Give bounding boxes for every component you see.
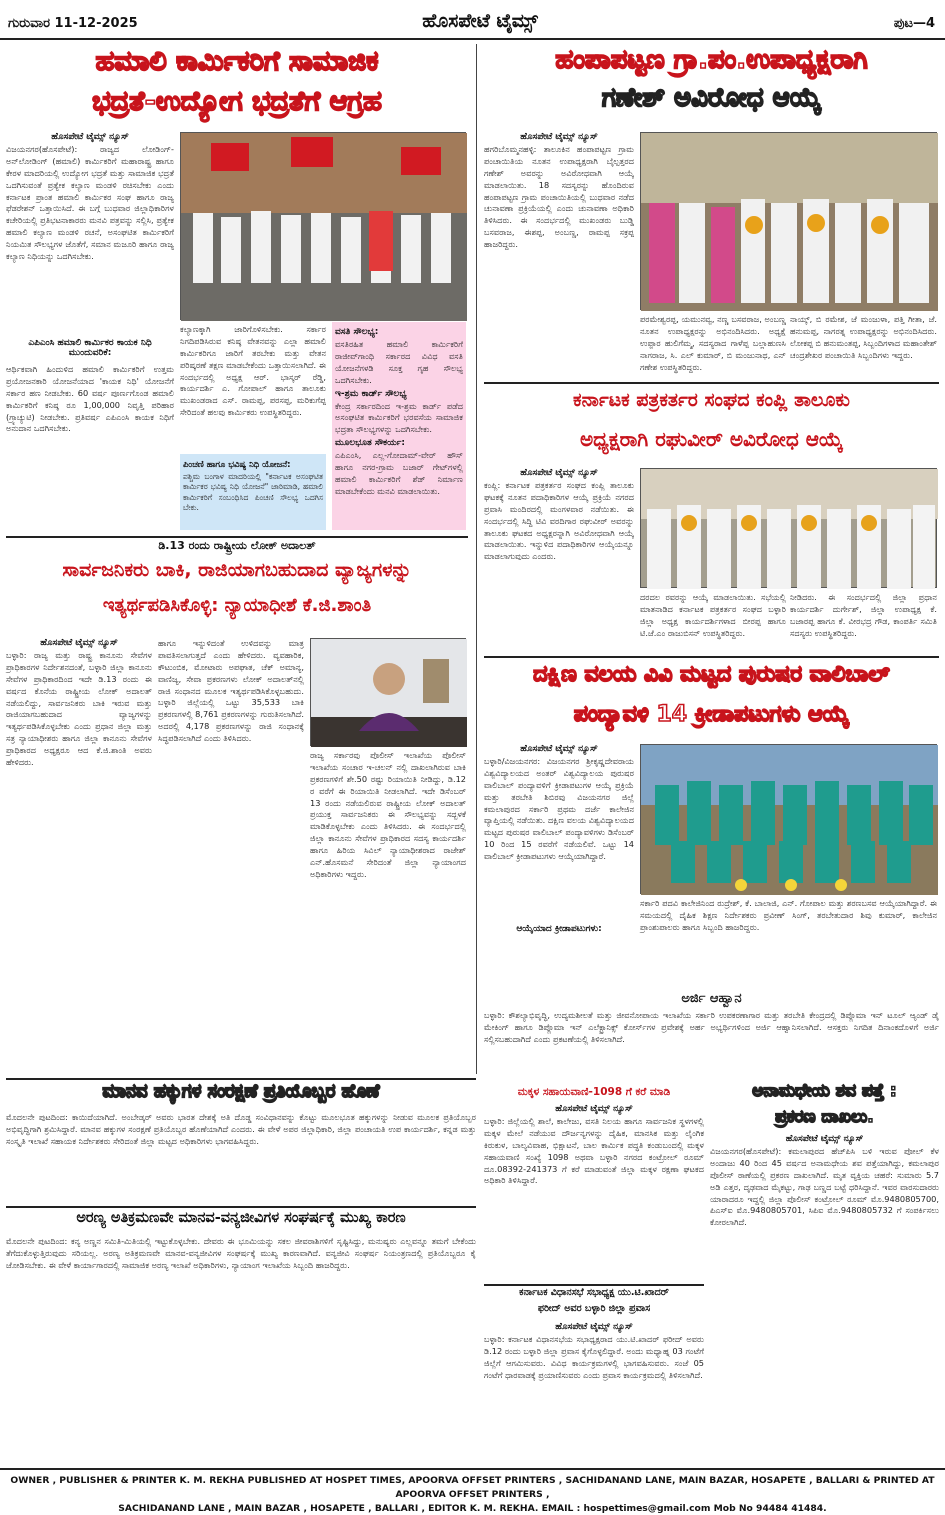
- article-body-2: ಹಾಗೂ ಇನ್ನುಳಿದಂತೆ ಉಳಿದವನ್ನು ಮಾತ್ರ ಪಾವತಿಸಲಾಗುತ್ತದೆ ಎಂದು ಹೇಳಿದರು. ವ್ಯವಹಾರಿಕ, ಕೌಟುಂಬಿಕ, ಮೋಟಾರು ಅಪಘಾತ, ಚೆಕ್ ಅಮಾನ್ಯ, ವಾಣಿಜ್ಯ, ಸೇವಾ ಪ್ರಕರಣಗಳು ಲೋಕ್ ಅದಾಲತ್‌ನಲ್ಲಿ ರಾಜಿ ಸಂಧಾನದ ಮೂಲಕ ಇತ್ಯರ್ಥಪಡಿಸಿಕೊಳ್ಳಬಹುದು. ಬಳ್ಳಾರಿ ಜಿಲ್ಲೆಯಲ್ಲಿ ಒಟ್ಟು 35,533 ಬಾಕಿ ಪ್ರಕರಣಗಳಲ್ಲಿ 8,761 ಪ್ರಕರಣಗಳನ್ನು ಗುರುತಿಸಲಾಗಿದೆ. ಅದರಲ್ಲಿ 4,178 ಪ್ರಕರಣಗಳನ್ನು ರಾಜಿ ಸಂಧಾನಕ್ಕೆ ಸಿದ್ಧಪಡಿಸಲಾಗಿದೆ ಎಂದು ತಿಳಿಸಿದರು.: [158, 638, 304, 744]
- byline: ಹೊಸಪೇಟೆ ಟೈಮ್ಸ್ ನ್ಯೂಸ್: [520, 744, 598, 754]
- byline: ಹೊಸಪೇಟೆ ಟೈಮ್ಸ್ ನ್ಯೂಸ್: [520, 468, 598, 478]
- headline: ಮಕ್ಕಳ ಸಹಾಯವಾಣಿ-1098 ಗೆ ಕರೆ ಮಾಡಿ: [517, 1086, 671, 1098]
- journalists-photo: [640, 468, 937, 588]
- volleyball-team-photo: [640, 744, 937, 894]
- subhead: ಎಪಿಎಂಸಿ ಹಮಾಲಿ ಕಾರ್ಮಿಕರ ಕಾಯಕ ನಿಧಿ ಮುಂದುವರಿಕೆ:: [28, 338, 152, 358]
- masthead: [0, 0, 945, 40]
- notice-application: [484, 992, 939, 1080]
- facilities-box: [332, 322, 466, 530]
- headline-line-1: ಸಾರ್ವಜನಿಕರು ಬಾಕಿ, ರಾಜಿಯಾಗಬಹುದಾದ ವ್ಯಾಜ್ಯಗಳನ್ನು: [62, 559, 412, 581]
- article-childline: [484, 1086, 704, 1278]
- section-divider: [484, 382, 939, 384]
- article-farid-visit: [484, 1288, 704, 1464]
- box-title-housing: ವಸತಿ ಸೌಲಭ್ಯ:: [335, 327, 379, 337]
- byline: ಹೊಸಪೇಟೆ ಟೈಮ್ಸ್ ನ್ಯೂಸ್: [51, 132, 129, 142]
- section-divider: [6, 1206, 476, 1208]
- article-human-rights: [6, 1082, 476, 1202]
- headline-line-1: ಹಂಪಾಪಟ್ಟಣ ಗ್ರಾ.ಪಂ.ಉಪಾಧ್ಯಕ್ಷರಾಗಿ: [555, 45, 868, 75]
- notice-title: ಅರ್ಜಿ ಆಹ್ವಾನ: [681, 991, 742, 1006]
- article-body: ಬಳ್ಳಾರಿ: ರಾಜ್ಯ ಮತ್ತು ರಾಷ್ಟ್ರ ಕಾನೂನು ಸೇವೆಗಳ ಪ್ರಾಧಿಕಾರಗಳ ನಿರ್ದೇಶನದಂತೆ, ಬಳ್ಳಾರಿ ಜಿಲ್ಲಾ ಕಾನೂನು ಸೇವೆಗಳ ಪ್ರಾಧಿಕಾರದಿಂದ ಇದೇ ಡಿ.13 ರಂದು ಈ ವರ್ಷದ ಕೊನೆಯ ರಾಷ್ಟ್ರೀಯ ಲೋಕ್ ಅದಾಲತ್ ನಡೆಯಲಿದ್ದು, ಸಾರ್ವಜನಿಕರು ಬಾಕಿ ಇರುವ ಮತ್ತು ರಾಜಿಯಾಗಬಹುದಾದ ವ್ಯಾಜ್ಯಗಳನ್ನು ಇತ್ಯರ್ಥಪಡಿಸಿಕೊಳ್ಳಬೇಕು ಎಂದು ಪ್ರಧಾನ ಜಿಲ್ಲಾ ಮತ್ತು ಸತ್ರ ನ್ಯಾಯಾಧೀಶರು ಹಾಗೂ ಜಿಲ್ಲಾ ಕಾನೂನು ಸೇವೆಗಳ ಪ್ರಾಧಿಕಾರದ ಅಧ್ಯಕ್ಷರೂ ಆದ ಕೆ.ಜಿ.ಶಾಂತಿ ಅವರು ಹೇಳಿದರು.: [6, 650, 152, 768]
- journalists-photo-illustration: [641, 469, 938, 589]
- article-body: ಮೊದಲನೇ ಪುಟದಿಂದ: ಕಾಯಿದೆಯಾಗಿದೆ. ಅಂಬೇಡ್ಕರ್ ಅವರು ಭಾರತ ದೇಶಕ್ಕೆ ಅತಿ ದೊಡ್ಡ ಸಂವಿಧಾನವನ್ನು ಕೊಟ್ಟು ಮೂಲಭೂತ ಹಕ್ಕುಗಳನ್ನು ನೀಡುವ ಮೂಲಕ ಪ್ರತಿಯೊಬ್ಬರ ಅಭಿವೃದ್ಧಿಗಾಗಿ ಶ್ರಮಿಸಿದ್ದಾರೆ. ಮಾನವ ಹಕ್ಕುಗಳ ಸಂರಕ್ಷಣೆ ಪ್ರತಿಯೊಬ್ಬರ ಹೊಣೆಯಾಗಿದೆ ಎಂದರು. ಈ ವೇಳೆ ಅಪರ ಜಿಲ್ಲಾಧಿಕಾರಿ, ಜಿಲ್ಲಾ ಪಂಚಾಯತಿ ಉಪ ಕಾರ್ಯದರ್ಶಿ, ಕನ್ನಡ ಮತ್ತು ಸಂಸ್ಕೃತಿ ಇಲಾಖೆ ಸಹಾಯಕ ನಿರ್ದೇಶಕರು ಸೇರಿದಂತೆ ಜಿಲ್ಲಾ ಮಟ್ಟದ ಅಧಿಕಾರಿಗಳು ಭಾಗವಹಿಸಿದ್ದರು.: [6, 1112, 476, 1146]
- article-body: ವಿಜಯನಗರ(ಹೊಸಪೇಟೆ): ಕಮಲಾಪುರದ ಹೆಚ್‌ಪಿಸಿ ಬಳಿ ಇರುವ ಪೋಲ್ ಕೆಳ ಅಂದಾಜು 40 ರಿಂದ 45 ವರ್ಷದ ಅನಾಮಧೇಯ ಶವ ಪತ್ತೆಯಾಗಿದ್ದು, ಕಮಲಾಪುರ ಪೊಲೀಸ್ ಠಾಣೆಯಲ್ಲಿ ಪ್ರಕರಣ ದಾಖಲಾಗಿದೆ. ಮೃತ ವ್ಯಕ್ತಿಯ ಚಹರೆ: ಸುಮಾರು 5.7 ಅಡಿ ಎತ್ತರ, ದೃಢವಾದ ಮೈಕಟ್ಟು, ಗಾಢ ಬಣ್ಣದ ಬಟ್ಟೆ ಧರಿಸಿದ್ದಾನೆ. ಇವರ ವಾರಸುದಾರರು ಯಾರಾದರೂ ಇದ್ದಲ್ಲಿ ಜಿಲ್ಲಾ ಪೊಲೀಸ್ ಕಂಟ್ರೋಲ್ ರೂಮ್ ಮೊ.9480805700, ಪಿಎಸ್ಐ ಮೊ.9480805701, ಸಿಪಿಐ ಮೊ.9480805732 ಗೆ ಸಂಪರ್ಕಿಸಲು ಕೋರಲಾಗಿದೆ.: [710, 1146, 939, 1228]
- article-body-3: ರಾಜ್ಯ ಸರ್ಕಾರವು ಪೊಲೀಸ್ ಇಲಾಖೆಯ ಪೊಲೀಸ್ ಇಲಾಖೆಯ ಸಂಚಾರ ಇ-ಚಲನ್ ನಲ್ಲಿ ದಾಖಲಾಗಿರುವ ಬಾಕಿ ಪ್ರಕರಣಗಳಿಗೆ ಶೇ.50 ರಷ್ಟು ರಿಯಾಯಿತಿ ನೀಡಿದ್ದು, ಡಿ.12 ರ ವರೆಗೆ ಈ ರಿಯಾಯಿತಿ ನೀಡಲಾಗಿದೆ. ಇದೇ ಡಿಸೆಂಬರ್ 13 ರಂದು ನಡೆಯಲಿರುವ ರಾಷ್ಟ್ರೀಯ ಲೋಕ್ ಅದಾಲತ್ ಪ್ರಯುಕ್ತ ಸಾರ್ವಜನಿಕರು ಈ ಸೌಲಭ್ಯವನ್ನು ಸದ್ಬಳಕೆ ಮಾಡಿಕೊಳ್ಳಬೇಕು ಎಂದು ತಿಳಿಸಿದರು. ಈ ಸಂದರ್ಭದಲ್ಲಿ ಜಿಲ್ಲಾ ಕಾನೂನು ಸೇವೆಗಳ ಪ್ರಾಧಿಕಾರದ ಸದಸ್ಯ ಕಾರ್ಯದರ್ಶಿ ಹಾಗೂ ಹಿರಿಯ ಸಿವಿಲ್ ನ್ಯಾಯಾಧೀಶರಾದ ರಾಜೇಶ್ ಎನ್.ಹೊಸಮನೆ ಸೇರಿದಂತೆ ಜಿಲ್ಲಾ ನ್ಯಾಯಾಂಗದ ಅಧಿಕಾರಿಗಳು ಇದ್ದರು.: [310, 750, 466, 879]
- article-forest: [6, 1210, 476, 1464]
- pension-box: [180, 454, 326, 530]
- article-body: ಮೊದಲನೇ ಪುಟದಿಂದ: ಕನ್ಯ ಅಣ್ಣನ ಸಮಿತಿ-ಮಿತಿಯಲ್ಲಿ ಇಟ್ಟುಕೊಳ್ಳಬೇಕು. ದೇವರು ಈ ಭೂಮಿಯನ್ನು ಸಕಲ ಜೀವರಾಶಿಗಳಿಗೆ ಸೃಷ್ಟಿಸಿದ್ದು, ಮನುಷ್ಯರು ಎಲ್ಲವನ್ನೂ ತಮಗೆ ಬೇಕೆಂದು ತೆಗೆದುಕೊಳ್ಳುತ್ತಿರುವುದು ಸರಿಯಲ್ಲ. ಅರಣ್ಯ ಅತಿಕ್ರಮಣವೇ ಮಾನವ-ವನ್ಯಜೀವಿಗಳ ಸಂಘರ್ಷಕ್ಕೆ ಮುಖ್ಯ ಕಾರಣವಾಗಿದೆ. ವನ್ಯಜೀವಿ ಸಂಘರ್ಷ ನಿಯಂತ್ರಣದಲ್ಲಿ ಪ್ರತಿಯೊಬ್ಬರೂ ಕೈ ಜೋಡಿಸಬೇಕು. ಈ ವೇಳೆ ಕಾರ್ಯಾಗಾರದಲ್ಲಿ ಸಾಮಾಜಿಕ ಅರಣ್ಯ ಇಲಾಖೆ ಅಧಿಕಾರಿಗಳು, ನ್ಯಾಯಾಂಗ ಇಲಾಖೆಯ ಸಿಬ್ಬಂದಿ ಹಾಜರಿದ್ದರು.: [6, 1236, 476, 1270]
- byline: ಹೊಸಪೇಟೆ ಟೈಮ್ಸ್ ನ್ಯೂಸ್: [520, 132, 598, 142]
- article-hamali: [6, 44, 468, 532]
- article-body-2: ದರದಲ ರವರನ್ನು ಆಯ್ಕೆ ಮಾಡಲಾಯಿತು. ಸಭೆಯಲ್ಲಿ ಮಾತನಾಡಿದ ಕರ್ನಾಟಕ ಪತ್ರಕರ್ತರ ಸಂಘದ ಬಳ್ಳಾರಿ ಜಿಲ್ಲಾ ಅಧ್ಯಕ್ಷ ಕಾರ್ಯದರ್ಶಿಗಳಾದ ಬೀರಪ್ಪ ಹಾಗೂ ಟಿ.ಜೆ.ಎಂ ರಾಜುಬಿಸನ್ ಉಪಸ್ಥಿತರಿದ್ದರು.: [640, 592, 786, 638]
- article-body-3: ನಾಯ್ಕ್, ಬಿ ರಮೇಶ, ಜೆ ಮಂಜುಳಾ, ಪತ್ತಿ ಗೀತಾ, ಜೆ. ಹನುಮಪ್ಪ, ನಾಗರತ್ನ ಉಪಾಧ್ಯಕ್ಷರನ್ನು ಅಭಿನಂದಿಸಿದರು. ಲೋಕಪ್ಪ ಬಿ ಹನುಮಂತಪ್ಪ, ಸಿಬ್ಬಂದಿಗಳಾದ ಮಹಾಂತೇಶ್ ಚಂದ್ರಶೇಖರ ಪಂಚಾಯಿತಿ ಸಿಬ್ಬಂದಿಗಳು ಇದ್ದರು.: [790, 314, 937, 360]
- felicitation-photo: [640, 132, 937, 310]
- headline-line-2: ಗಣೇಶ್ ಅವಿರೋಧ ಆಯ್ಕೆ: [601, 83, 822, 113]
- headline-line-1: ಹಮಾಲಿ ಕಾರ್ಮಿಕರಿಗೆ ಸಾಮಾಜಿಕ: [95, 46, 379, 77]
- box-body-housing: ವಸತಿರಹಿತ ಹಮಾಲಿ ಕಾರ್ಮಿಕರಿಗೆ ರಾಜೀವ್‌ಗಾಂಧಿ ಸರ್ಕಾರದ ವಿವಿಧ ವಸತಿ ಯೋಜನೆಗಳಡಿ ಸೂಕ್ತ ಗೃಹ ಸೌಲಭ್ಯ ಒದಗಿಸಬೇಕು.: [335, 339, 463, 385]
- article-body: ಹಗರಿಬೊಮ್ಮನಹಳ್ಳಿ: ತಾಲೂಕಿನ ಹಂಪಾಪಟ್ಟಣ ಗ್ರಾಮ ಪಂಚಾಯಿತಿಯ ನೂತನ ಉಪಾಧ್ಯಕ್ಷರಾಗಿ ಬೈಲ್ಪತ್ತರದ ಗಣೇಶ್ ಅವರನ್ನು ಅವಿರೋಧವಾಗಿ ಆಯ್ಕೆ ಮಾಡಲಾಯಿತು. 18 ಸದಸ್ಯರನ್ನು ಹೊಂದಿರುವ ಹಂಪಾಪಟ್ಟಣ ಗ್ರಾಮ ಪಂಚಾಯಿತಿಯಲ್ಲಿ ಬುಧವಾರ ನಡೆದ ಚುನಾವಣಾ ಪ್ರಕ್ರಿಯೆಯಲ್ಲಿ ಎಂದು ಚುನಾವಣಾ ಅಧಿಕಾರಿ ತಿಳಿಸಿದರು. ಈ ಸಂದರ್ಭದಲ್ಲಿ ಮುಖಂಡರು ಬುಡ್ಡಿ ಬಸವರಾಜ, ಈಶಪ್ಪ, ಅಂಬಣ್ಣ, ರಾಮಪ್ಪ ಸಕ್ರಪ್ಪ ಹಾಜರಿದ್ದರು.: [484, 144, 634, 250]
- byline: ಹೊಸಪೇಟೆ ಟೈಮ್ಸ್ ನ್ಯೂಸ್: [555, 1322, 633, 1332]
- box-body-pension: ಪಶ್ಚಿಮ ಬಂಗಾಳ ಮಾದರಿಯಲ್ಲಿ "ಕರ್ನಾಟಕ ಅಸಂಘಟಿತ ಕಾರ್ಮಿಕರ ಭವಿಷ್ಯ ನಿಧಿ ಯೋಜನೆ" ಜಾರಿಮಾಡಿ, ಹಮಾಲಿ ಕಾರ್ಮಿಕರಿಗೆ ಸಂಬಂಧಿಸಿದ ಪಿಂಚಣಿ ಸೌಲಭ್ಯ ಒದಗಿಸ ಬೇಕು.: [183, 472, 323, 512]
- headline-line-2: ಪಂದ್ಯಾವಳಿ 14 ಕ್ರೀಡಾಪಟುಗಳು ಆಯ್ಕೆ: [573, 702, 850, 727]
- box-title-pension: ಪಿಂಚಣಿ ಹಾಗೂ ಭವಿಷ್ಯ ನಿಧಿ ಯೋಜನೆ:: [183, 459, 291, 469]
- article-body: ಬಳ್ಳಾರಿ: ಜಿಲ್ಲೆಯಲ್ಲಿ ಶಾಲೆ, ಕಾಲೇಜು, ವಸತಿ ನಿಲಯ ಹಾಗೂ ಸಾರ್ವಜನಿಕ ಸ್ಥಳಗಳಲ್ಲಿ ಮಕ್ಕಳ ಮೇಲೆ ನಡೆಯುವ ದೌರ್ಜನ್ಯಗಳನ್ನು ದೈಹಿಕ, ಮಾನಸಿಕ ಮತ್ತು ಲೈಂಗಿಕ ಕಿರುಕುಳ, ಬಾಲ್ಯವಿವಾಹ, ಭಿಕ್ಷಾಟನೆ, ಬಾಲ ಕಾರ್ಮಿಕ ಪದ್ಧತಿ ಕಂಡುಬಂದಲ್ಲಿ ಮಕ್ಕಳ ಸಹಾಯವಾಣಿ ಸಂಖ್ಯೆ 1098 ಅಥವಾ ಬಳ್ಳಾರಿ ನಗರದ ಕಂಟ್ರೋಲ್ ರೂಮ್ ದೂ.08392-241373 ಗೆ ಕರೆ ಮಾಡುವಂತೆ ಜಿಲ್ಲಾ ಮಕ್ಕಳ ರಕ್ಷಣಾ ಘಟಕದ ಅಧಿಕಾರಿ ತಿಳಿಸಿದ್ದಾರೆ.: [484, 1116, 704, 1186]
- article-body-3: ನೀಡಿದರು. ಈ ಸಂದರ್ಭದಲ್ಲಿ ಜಿಲ್ಲಾ ಪ್ರಧಾನ ಕಾರ್ಯದರ್ಶಿ ದುರ್ಗೇಶ್, ಜಿಲ್ಲಾ ಉಪಾಧ್ಯಕ್ಷ ಕೆ. ಬಜಾರಪ್ಪ ಹಾಗೂ ಕೆ. ವೀರಭದ್ರ ಗೌಡ, ಕಾಂಪರ್ತಿ ಸಮಿತಿ ಸದಸ್ಯರು ಉಪಸ್ಥಿತರಿದ್ದರು.: [790, 592, 937, 638]
- page-number: ಪುಟ—4: [893, 16, 935, 31]
- article-body: ವಿಜಯನಗರ(ಹೊಸಪೇಟೆ): ರಾಜ್ಯದ ಲೋಡಿಂಗ್-ಅನ್‌ಲೋಡಿಂಗ್ (ಹಮಾಲಿ) ಕಾರ್ಮಿಕರಿಗೆ ಮಹಾರಾಷ್ಟ್ರ ಹಾಗೂ ಕೇರಳ ಮಾದರಿಯಲ್ಲಿ ಉದ್ಯೋಗ ಭದ್ರತೆ ಮತ್ತು ಸಾಮಾಜಿಕ ಭದ್ರತೆ ಒದಗಿಸುವಂತೆ ಪ್ರತ್ಯೇಕ ಕಲ್ಯಾಣ ಮಂಡಳಿ ರಚಿಸಬೇಕು ಎಂದು ಕರ್ನಾಟಕ ಪ್ರಾಂತ ಹಮಾಲಿ ಕಾರ್ಮಿಕರ ಸಂಘ ಹಾಗೂ ರಾಜ್ಯ ಫೆಡರೇಶನ್ ಒತ್ತಾಯಿಸಿದೆ. ಈ ಬಗ್ಗೆ ಬುಧವಾರ ಜಿಲ್ಲಾಧಿಕಾರಿಗಳ ಕಚೇರಿಯಲ್ಲಿ ಪ್ರತಿಭಟನಾಕಾರರು ಮನವಿ ಪತ್ರವನ್ನು ಸಲ್ಲಿಸಿ, ಪ್ರತ್ಯೇಕ ಹಮಾಲಿ ಕಲ್ಯಾಣ ಮಂಡಳಿ ರಚನೆ, ಅಸಂಘಟಿತ ಕಾರ್ಮಿಕರಿಗೆ ನಿಯಮಿತ ಸೌಲಭ್ಯಗಳ ಜೊತೆಗೆ, ಸಮಾನ ಮಜೂರಿ ಹಾಗೂ ರಾಜ್ಯ ಕಲ್ಯಾಣ ನಿಧಿಯನ್ನು ಒದಗಿಸಬೇಕು.: [6, 144, 174, 262]
- volleyball-team-photo-illustration: [641, 745, 938, 895]
- imprint-line-2: SACHIDANAND LANE , MAIN BAZAR , HOSAPETE , BALLARI , EDITOR K. M. REKHA. EMAIL : hospettimes@gmail.com Mob No 94484 41484.: [118, 1502, 827, 1514]
- article-body-2: ಆರ್ಥಿಕವಾಗಿ ಹಿಂದುಳಿದ ಹಮಾಲಿ ಕಾರ್ಮಿಕರಿಗೆ ಉತ್ತಮ ಪ್ರಯೋಜನಕಾರಿ ಯೋಜನೆಯಾದ 'ಕಾಯಕ ನಿಧಿ' ಯೋಜನೆಗೆ ಸರ್ಕಾರ ಹಣ ನೀಡಬೇಕು. 60 ವರ್ಷ ಪೂರ್ಣಗೊಂಡ ಹಮಾಲಿ ಕಾರ್ಮಿಕರಿಗೆ ಕನಿಷ್ಠ ರೂ 1,00,000 ನಿವೃತ್ತಿ ಪರಿಹಾರ (ಗ್ರ್ಯಾಚ್ಯುಟಿ) ನೀಡಬೇಕು. ಪ್ರತಿವರ್ಷ ಎಪಿಎಂಸಿ ಕಾಯಕ ನಿಧಿಗೆ ಅನುದಾನ ಒದಗಿಸಬೇಕು.: [6, 364, 174, 434]
- article-adalat: [6, 540, 468, 1074]
- byline: ಹೊಸಪೇಟೆ ಟೈಮ್ಸ್ ನ್ಯೂಸ್: [785, 1134, 864, 1144]
- section-divider: [484, 656, 939, 658]
- article-volleyball: [484, 660, 939, 986]
- article-body: ಕಂಪ್ಲಿ: ಕರ್ನಾಟಕ ಪತ್ರಕರ್ತರ ಸಂಘದ ಕಂಪ್ಲಿ ತಾಲೂಕು ಘಟಕಕ್ಕೆ ನೂತನ ಪದಾಧಿಕಾರಿಗಳ ಆಯ್ಕೆ ಪ್ರಕ್ರಿಯೆ ನಗರದ ಪ್ರವಾಸಿ ಮಂದಿರದಲ್ಲಿ ಮಂಗಳವಾರ ನಡೆಯಿತು. ಈ ಸಂದರ್ಭದಲ್ಲಿ ಸಿದ್ದಿ ಟಿವಿ ವರದಿಗಾರ ರಘುವೀರ್ ಅವರನ್ನು ತಾಲೂಕು ಘಟಕದ ಅಧ್ಯಕ್ಷರನ್ನಾಗಿ ಅವಿರೋಧವಾಗಿ ಆಯ್ಕೆ ಮಾಡಲಾಯಿತು. ಇನ್ನುಳಿದ ಪದಾಧಿಕಾರಿಗಳ ಆಯ್ಕೆಯನ್ನೂ ಮಾಡಲಾಗುವುದು ಎಂದರು.: [484, 480, 634, 562]
- box-body-infrastructure: ಎಪಿಎಂಸಿ, ಎಲ್ಲ-ಗೋದಾಮ್-ವೇರ್ ಹೌಸ್ ಹಾಗೂ ನಗರ-ಗ್ರಾಮ ಬಜಾರ್ ಗೇಟ್‌ಗಳಲ್ಲಿ ಹಮಾಲಿ ಕಾರ್ಮಿಕರಿಗೆ ಶೆಡ್ ನಿರ್ಮಾಣ ಮಾಡಬೇಕೆಂದು ಮನವಿ ಮಾಡಲಾಯಿತು.: [335, 450, 463, 496]
- article-body: ಬಳ್ಳಾರಿ/ವಿಜಯನಗರ: ವಿಜಯನಗರ ಶ್ರೀಕೃಷ್ಣದೇವರಾಯ ವಿಶ್ವವಿದ್ಯಾಲಯದ ಅಂತರ್ ವಿಶ್ವವಿದ್ಯಾಲಯ ಪುರುಷರ ವಾಲಿಬಾಲ್ ಪಂದ್ಯಾವಳಿಗೆ ಕ್ರೀಡಾಪಟುಗಳ ಆಯ್ಕೆ ಪ್ರಕ್ರಿಯೆ ಮತ್ತು ತರಬೇತಿ ಶಿಬಿರವು ವಿಜಯನಗರ ಜಿಲ್ಲೆ ಕಮಲಾಪುರದ ಸರ್ಕಾರಿ ಪ್ರಥಮ ದರ್ಜೆ ಕಾಲೇಜಿನ ವ್ಯಾಪ್ತಿಯಲ್ಲಿ ನಡೆಯಿತು. ದಕ್ಷಿಣ ವಲಯ ವಿಶ್ವವಿದ್ಯಾಲಯದ ಮಟ್ಟದ ಪುರುಷರ ವಾಲಿಬಾಲ್ ಪಂದ್ಯಾವಳಿಗಳು ಡಿಸೆಂಬರ್ 10 ರಿಂದ 15 ರವರೆಗೆ ನಡೆಯಲಿವೆ. ಒಟ್ಟು 14 ವಾಲಿಬಾಲ್ ಕ್ರೀಡಾಪಟುಗಳು ಆಯ್ಕೆಯಾಗಿದ್ದಾರೆ.: [484, 756, 634, 862]
- headline-line-2: ಫರೀದ್ ಅವರ ಬಳ್ಳಾರಿ ಜಿಲ್ಲಾ ಪ್ರವಾಸ: [537, 1303, 651, 1314]
- byline: ಹೊಸಪೇಟೆ ಟೈಮ್ಸ್ ನ್ಯೂಸ್: [555, 1104, 633, 1114]
- newspaper-title: ಹೊಸಪೇಟೆ ಟೈಮ್ಸ್: [422, 10, 538, 32]
- judge-photo: [310, 638, 466, 746]
- article-body-3: ಕಲ್ಯಾಣಕ್ಕಾಗಿ ಜಾರಿಗೊಳಿಸಬೇಕು. ಸರ್ಕಾರ ನಿಗದಿಪಡಿಸಿರುವ ಕನಿಷ್ಠ ವೇತನವನ್ನು ಎಲ್ಲಾ ಹಮಾಲಿ ಕಾರ್ಮಿಕರಿಗೂ ಜಾರಿಗೆ ತರಬೇಕು ಮತ್ತು ವೇತನ ಪರಿಷ್ಕರಣೆ ತಕ್ಷಣ ಮಾಡಬೇಕೆಂದು ಒತ್ತಾಯಿಸಲಾಗಿದೆ. ಈ ಸಂದರ್ಭದಲ್ಲಿ ಅಧ್ಯಕ್ಷ ಆರ್. ಭಾಸ್ಕರ್ ರೆಡ್ಡಿ, ಕಾರ್ಯದರ್ಶಿ ಎ. ಗೋಪಾಲ್ ಹಾಗೂ ತಾಲೂಕು ಮುಖಂಡರಾದ ಎಸ್. ರಾಮಪ್ಪ, ಪರಸಪ್ಪ, ಮರಿಕುಗೆಪ್ಪ ಸೇರಿದಂತೆ ಹಲವು ಕಾರ್ಮಿಕರು ಉಪಸ್ಥಿತರಿದ್ದರು.: [180, 324, 326, 418]
- headline-line-1: ಅನಾಮಧೇಯ ಶವ ಪತ್ತೆ :: [752, 1081, 897, 1101]
- article-journalists: [484, 388, 939, 652]
- article-unidentified-body: [710, 1082, 939, 1464]
- kicker: ಡಿ.13 ರಂದು ರಾಷ್ಟ್ರೀಯ ಲೋಕ್ ಅದಾಲತ್: [158, 539, 316, 552]
- headline-line-1: ಕರ್ನಾಟಕ ವಿಧಾನಸಭೆ ಸಭಾಧ್ಯಕ್ಷ ಯು.ಟಿ.ಖಾದರ್: [519, 1287, 669, 1298]
- protest-photo-illustration: [181, 133, 467, 321]
- headline-line-1: ಕರ್ನಾಟಕ ಪತ್ರಕರ್ತರ ಸಂಘದ ಕಂಪ್ಲಿ ತಾಲೂಕು: [573, 389, 850, 411]
- article-body-2: ಪರಮೇಶ್ವರಪ್ಪ, ಯಮುನವ್ವ, ನಣ್ಣ ಬಸವರಾಜ, ಅಂಬಣ್ಣ ನೂತನ ಉಪಾಧ್ಯಕ್ಷರನ್ನು ಅಭಿನಂದಿಸಿದರು. ಅಧ್ಯಕ್ಷೆ ಉಪ್ಪಾರ ಹುಲಿಗೆಮ್ಮ, ಸದಸ್ಯರಾದ ಗಾಳೆಪ್ಪ ಬಲ್ಲಾಹುಣಸಿ ನಾಗರಾಜ, ಸಿ. ಎಲ್ ಕುಮಾರ್, ಬಿ ಮಂಜುನಾಥ, ಎನ್ ಗಣೇಶ ಉಪಸ್ಥಿತರಿದ್ದರು.: [640, 314, 786, 372]
- box-body-eshram: ಕೇಂದ್ರ ಸರ್ಕಾರದಿಂದ ಇ-ಶ್ರಮ ಕಾರ್ಡ್ ಪಡೆದ ಅಸಂಘಟಿತ ಕಾರ್ಮಿಕರಿಗೆ ಭರವಸೆಯ ಸಾಮಾಜಿಕ ಭದ್ರತಾ ಸೌಲಭ್ಯಗಳನ್ನು ಒದಗಿಸಬೇಕು.: [335, 400, 463, 435]
- column-divider: [476, 44, 477, 1074]
- felicitation-photo-illustration: [641, 133, 938, 311]
- headline: ಮಾನವ ಹಕ್ಕುಗಳ ಸಂರಕ್ಷಣೆ ಪ್ರತಿಯೊಬ್ಬರ ಹೊಣೆ: [102, 1081, 380, 1102]
- imprint-footer: [0, 1468, 945, 1514]
- article-body-2: ಸರ್ಕಾರಿ ಪದವಿ ಕಾಲೇಜಿನಿಂದ ರುದ್ರೇಶ್, ಕೆ. ಬಾಲಾಜಿ, ಎನ್. ಗೋಪಾಲ ಮತ್ತು ಶರಣಬಸವ ಆಯ್ಕೆಯಾಗಿದ್ದಾರೆ. ಈ ಸಮಯದಲ್ಲಿ ದೈಹಿಕ ಶಿಕ್ಷಣ ನಿರ್ದೇಶಕರು ಪ್ರವೀಣ್ ಸಿಂಗ್, ತರಬೇತುದಾರ ಶಿವು ಕುಮಾರ್, ಕಾಲೇಜಿನ ಪ್ರಾಂಶುಪಾಲರು ಹಾಗೂ ಸಿಬ್ಬಂದಿ ಹಾಜರಿದ್ದರು.: [640, 898, 937, 932]
- headline-line-2: ಪ್ರಕರಣ ದಾಖಲು.: [775, 1107, 874, 1127]
- judge-photo-illustration: [311, 639, 467, 747]
- article-hampapattana: [484, 44, 939, 378]
- imprint-line-1: OWNER , PUBLISHER & PRINTER K. M. REKHA PUBLISHED AT HOSPET TIMES, APOORVA OFFSET PRINTERS , SACHIDANAND LANE, MAIN BAZAR, HOSAPETE , BALLARI & PRINTED AT APOORVA OFFSET PRINTERS ,: [10, 1475, 935, 1500]
- box-title-eshram: ಇ-ಶ್ರಮ ಕಾರ್ಡ್ ಸೌಲಭ್ಯ: [335, 388, 407, 399]
- headline-line-2: ಇತ್ಯರ್ಥಪಡಿಸಿಕೊಳ್ಳಿ: ನ್ಯಾಯಾಧೀಶೆ ಕೆ.ಜಿ.ಶಾಂತಿ: [102, 595, 372, 616]
- byline: ಹೊಸಪೇಟೆ ಟೈಮ್ಸ್ ನ್ಯೂಸ್: [40, 638, 118, 648]
- subhead: ಆಯ್ಕೆಯಾದ ಕ್ರೀಡಾಪಟುಗಳು:: [516, 924, 602, 934]
- section-divider: [6, 536, 468, 538]
- notice-body: ಬಳ್ಳಾರಿ: ಕೌಶಲ್ಯಾಭಿವೃದ್ಧಿ, ಉದ್ಯಮಶೀಲತೆ ಮತ್ತು ಜೀವನೋಪಾಯ ಇಲಾಖೆಯ ಸರ್ಕಾರಿ ಉಪಕರಣಾಗಾರ ಮತ್ತು ತರಬೇತಿ ಕೇಂದ್ರದಲ್ಲಿ ಡಿಪ್ಲೊಮಾ ಇನ್ ಟೂಲ್ ಆ್ಯಂಡ್ ಡೈ ಮೇಕಿಂಗ್ ಹಾಗೂ ಡಿಪ್ಲೊಮಾ ಇನ್ ಎಲೆಕ್ಟ್ರಾನಿಕ್ಸ್ ಕೋರ್ಸ್‌ಗಳ ಪ್ರವೇಶಕ್ಕೆ ಅರ್ಹ ಅಭ್ಯರ್ಥಿಗಳಿಂದ ಅರ್ಜಿ ಆಹ್ವಾನಿಸಲಾಗಿದೆ. ಆಸಕ್ತರು ನಿಗದಿತ ದಿನಾಂಕದೊಳಗೆ ಅರ್ಜಿ ಸಲ್ಲಿಸಬಹುದಾಗಿದೆ ಎಂದು ಪ್ರಕಟಣೆಯಲ್ಲಿ ತಿಳಿಸಲಾಗಿದೆ.: [484, 1010, 939, 1044]
- protest-photo: [180, 132, 466, 320]
- headline-line-2: ಅಧ್ಯಕ್ಷರಾಗಿ ರಘುವೀರ್ ಅವಿರೋಧ ಆಯ್ಕೆ: [579, 427, 844, 451]
- box-title-infrastructure: ಮೂಲಭೂತ ಸೌಕರ್ಯ:: [335, 438, 406, 449]
- section-divider: [6, 1078, 476, 1080]
- issue-date: ಗುರುವಾರ 11-12-2025: [8, 16, 138, 31]
- headline-line-2: ಭದ್ರತೆ-ಉದ್ಯೋಗ ಭದ್ರತೆಗೆ ಆಗ್ರಹ: [92, 86, 382, 117]
- headline-line-1: ದಕ್ಷಿಣ ವಲಯ ವಿವಿ ಮಟ್ಟದ ಪುರುಷರ ವಾಲಿಬಾಲ್: [533, 662, 890, 687]
- headline: ಅರಣ್ಯ ಅತಿಕ್ರಮಣವೇ ಮಾನವ-ವನ್ಯಜೀವಿಗಳ ಸಂಘರ್ಷಕ್ಕೆ ಮುಖ್ಯ ಕಾರಣ: [76, 1210, 406, 1226]
- section-divider: [484, 1284, 704, 1286]
- article-body: ಬಳ್ಳಾರಿ: ಕರ್ನಾಟಕ ವಿಧಾನಸಭೆಯ ಸಭಾಧ್ಯಕ್ಷರಾದ ಯು.ಟಿ.ಖಾದರ್ ಫರೀದ್ ಅವರು ಡಿ.12 ರಂದು ಬಳ್ಳಾರಿ ಜಿಲ್ಲಾ ಪ್ರವಾಸ ಕೈಗೊಳ್ಳಲಿದ್ದಾರೆ. ಅಂದು ಮಧ್ಯಾಹ್ನ 03 ಗಂಟೆಗೆ ಜಿಲ್ಲೆಗೆ ಆಗಮಿಸುವರು. ವಿವಿಧ ಕಾರ್ಯಕ್ರಮಗಳಲ್ಲಿ ಭಾಗವಹಿಸುವರು. ಸಂಜೆ 05 ಗಂಟೆಗೆ ಧಾರವಾಡಕ್ಕೆ ಪ್ರಯಾಣಿಸುವರು ಎಂದು ಪ್ರವಾಸ ಕಾರ್ಯಕ್ರಮದಲ್ಲಿ ತಿಳಿಸಲಾಗಿದೆ.: [484, 1334, 704, 1380]
